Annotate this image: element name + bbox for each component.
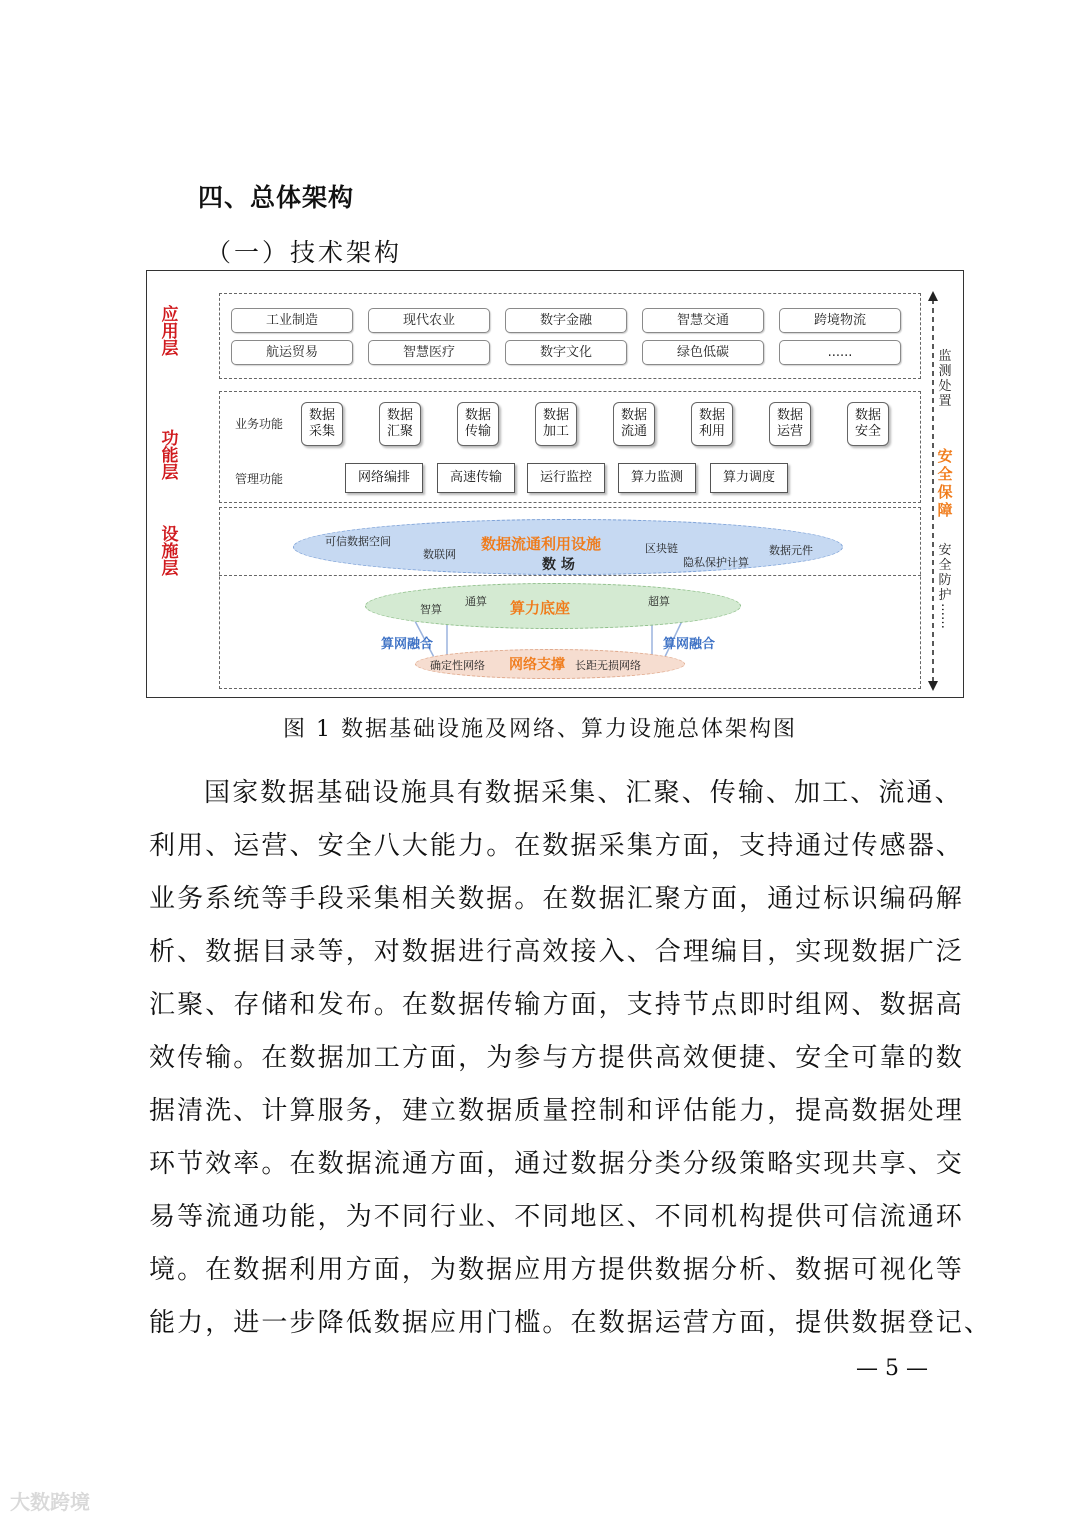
business-item: 数据 安全 <box>847 402 889 446</box>
data-facility-label: 可信数据空间 <box>325 535 391 548</box>
subsection-title: （一）技术架构 <box>206 238 403 267</box>
ellipsis-label: …… <box>938 603 953 629</box>
paragraph-line: 汇聚、存储和发布。在数据传输方面，支持节点即时组网、数据高 <box>149 990 964 1020</box>
paragraph-line: 据清洗、计算服务，建立数据质量控制和评估能力，提高数据处理 <box>149 1096 964 1126</box>
paragraph-line: 析、数据目录等，对数据进行高效接入、合理编目，实现数据广泛 <box>149 937 964 967</box>
paragraph-line: 环节效率。在数据流通方面，通过数据分类分级策略实现共享、交 <box>149 1149 964 1179</box>
network-label: 确定性网络 <box>430 659 485 672</box>
data-facility-title: 数据流通利用设施 <box>481 535 602 553</box>
app-item: 跨境物流 <box>779 308 901 333</box>
app-item: ...... <box>779 340 901 365</box>
app-layer-text: 应 用 层 <box>161 305 179 359</box>
paragraph-line: 境。在数据利用方面，为数据应用方提供数据分析、数据可视化等 <box>149 1255 964 1285</box>
network-label: 长距无损网络 <box>575 659 641 672</box>
business-item: 数据 采集 <box>301 402 343 446</box>
management-item: 运行监控 <box>527 463 605 493</box>
business-item: 数据 运营 <box>769 402 811 446</box>
paragraph-line: 易等流通功能，为不同行业、不同地区、不同机构提供可信流通环 <box>149 1202 964 1232</box>
fusion-label-right: 算网融合 <box>663 637 716 652</box>
business-item: 数据 流通 <box>613 402 655 446</box>
security-label: 安 全 保 障 <box>937 447 953 519</box>
network-support-title: 网络支撑 <box>509 657 565 673</box>
paragraph-line: 利用、运营、安全八大能力。在数据采集方面，支持通过传感器、 <box>149 831 964 861</box>
app-item: 数字金融 <box>505 308 627 333</box>
app-item: 智慧交通 <box>642 308 764 333</box>
watermark: 大数跨境 <box>10 1490 90 1514</box>
app-item: 智慧医疗 <box>368 340 490 365</box>
compute-base-title: 算力底座 <box>510 599 571 617</box>
architecture-figure <box>146 270 964 698</box>
data-facility-label: 区块链 <box>645 542 678 555</box>
app-item: 现代农业 <box>368 308 490 333</box>
business-function-label: 业务功能 <box>235 417 284 431</box>
paragraph-line: 国家数据基础设施具有数据采集、汇聚、传输、加工、流通、 <box>204 778 963 808</box>
business-item: 数据 加工 <box>535 402 577 446</box>
data-facility-label: 隐私保护计算 <box>683 556 749 569</box>
management-item: 高速传输 <box>437 463 515 493</box>
fusion-label-left: 算网融合 <box>381 637 434 652</box>
monitor-label: 监 测 处 置 <box>938 349 952 409</box>
compute-label: 通算 <box>465 595 487 608</box>
compute-label: 智算 <box>420 603 442 616</box>
management-item: 网络编排 <box>345 463 423 493</box>
data-facility-subtitle: 数 场 <box>542 557 575 573</box>
page-number: — 5 — <box>856 1356 928 1381</box>
management-item: 算力调度 <box>710 463 788 493</box>
section-title: 四、总体架构 <box>198 183 355 212</box>
business-item: 数据 利用 <box>691 402 733 446</box>
compute-label: 超算 <box>648 595 670 608</box>
connector-lines <box>147 271 965 699</box>
data-facility-label: 数据元件 <box>769 544 813 557</box>
paragraph-line: 能力，进一步降低数据应用门槛。在数据运营方面，提供数据登记、 <box>149 1308 993 1338</box>
app-item: 航运贸易 <box>231 340 353 365</box>
figure-caption: 图 1 数据基础设施及网络、算力设施总体架构图 <box>283 717 797 742</box>
business-item: 数据 汇聚 <box>379 402 421 446</box>
management-item: 算力监测 <box>618 463 696 493</box>
function-layer-text: 功 能 层 <box>161 429 179 483</box>
data-facility-label: 数联网 <box>423 548 456 561</box>
facility-layer-text: 设 施 层 <box>161 525 179 579</box>
business-item: 数据 传输 <box>457 402 499 446</box>
paragraph-line: 业务系统等手段采集相关数据。在数据汇聚方面，通过标识编码解 <box>149 884 964 914</box>
defense-label: 安 全 防 护 <box>938 543 952 603</box>
management-function-label: 管理功能 <box>235 472 284 486</box>
app-item: 绿色低碳 <box>642 340 764 365</box>
paragraph-line: 效传输。在数据加工方面，为参与方提供高效便捷、安全可靠的数 <box>149 1043 964 1073</box>
app-item: 数字文化 <box>505 340 627 365</box>
app-item: 工业制造 <box>231 308 353 333</box>
